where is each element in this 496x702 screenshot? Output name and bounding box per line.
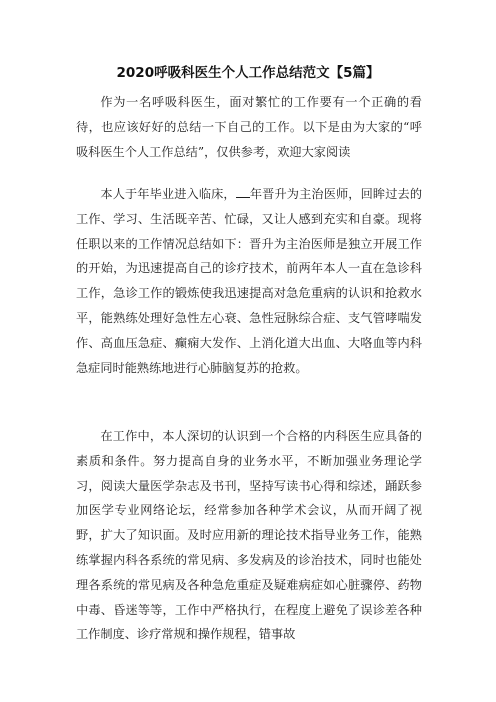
- intro-paragraph: 作为一名呼吸科医生，面对繁忙的工作要有一个正确的看待，也应该好好的总结一下自己的工作。以下是由为大家的“呼吸科医生个人工作总结”，仅供参考，欢迎大家阅读: [76, 95, 422, 159]
- fill-in-blank: [236, 185, 250, 198]
- body-paragraph-2: 在工作中，本人深切的认识到一个合格的内科医生应具备的素质和条件。努力提高自身的业务水平，不断加强业务理论学习，阅读大量医学杂志及书刊，坚持写读书心得和综述，踊跃参加医学专业网络论坛，经常参加各种学术会议，从而开阔了视野，扩大了知识面。及时应用新的理论技术指导业务工作，能熟练掌握内科各系统的常见病、多发病及的诊治技术，同时也能处理各系统的常见病及各种急危重症及疑难病症如心脏骤停、药物中毒、昏迷等等，工作中严格执行，在程度上避免了误诊差各种工作制度、诊疗常规和操作规程，错事故: [76, 429, 422, 642]
- body-paragraph-1: [76, 182, 422, 380]
- paragraph-text-rest: 年晋升为主治医师，回眸过去的工作、学习、生活既辛苦、忙碌，又让人感到充实和自豪。现将任职以来的工作情况总结如下：晋升为主治医师是独立开展工作的开始，为迅速提高自己的诊疗技术，前两年本人一直在急诊科工作，急诊工作的锻炼使我迅速提高对急危重病的认识和抢救水平，能熟练处理好急性左心衰、急性冠脉综合症、支气管哮喘发作、高血压急症、癫痫大发作、上消化道大出血、大咯血等内科急症同时能熟练地进行心肺脑复苏的抢救。: [76, 187, 423, 375]
- document-title: 2020呼吸科医生个人工作总结范文【5篇】: [116, 65, 380, 81]
- paragraph-text-start: 本人于年毕业进入临床，: [100, 187, 236, 201]
